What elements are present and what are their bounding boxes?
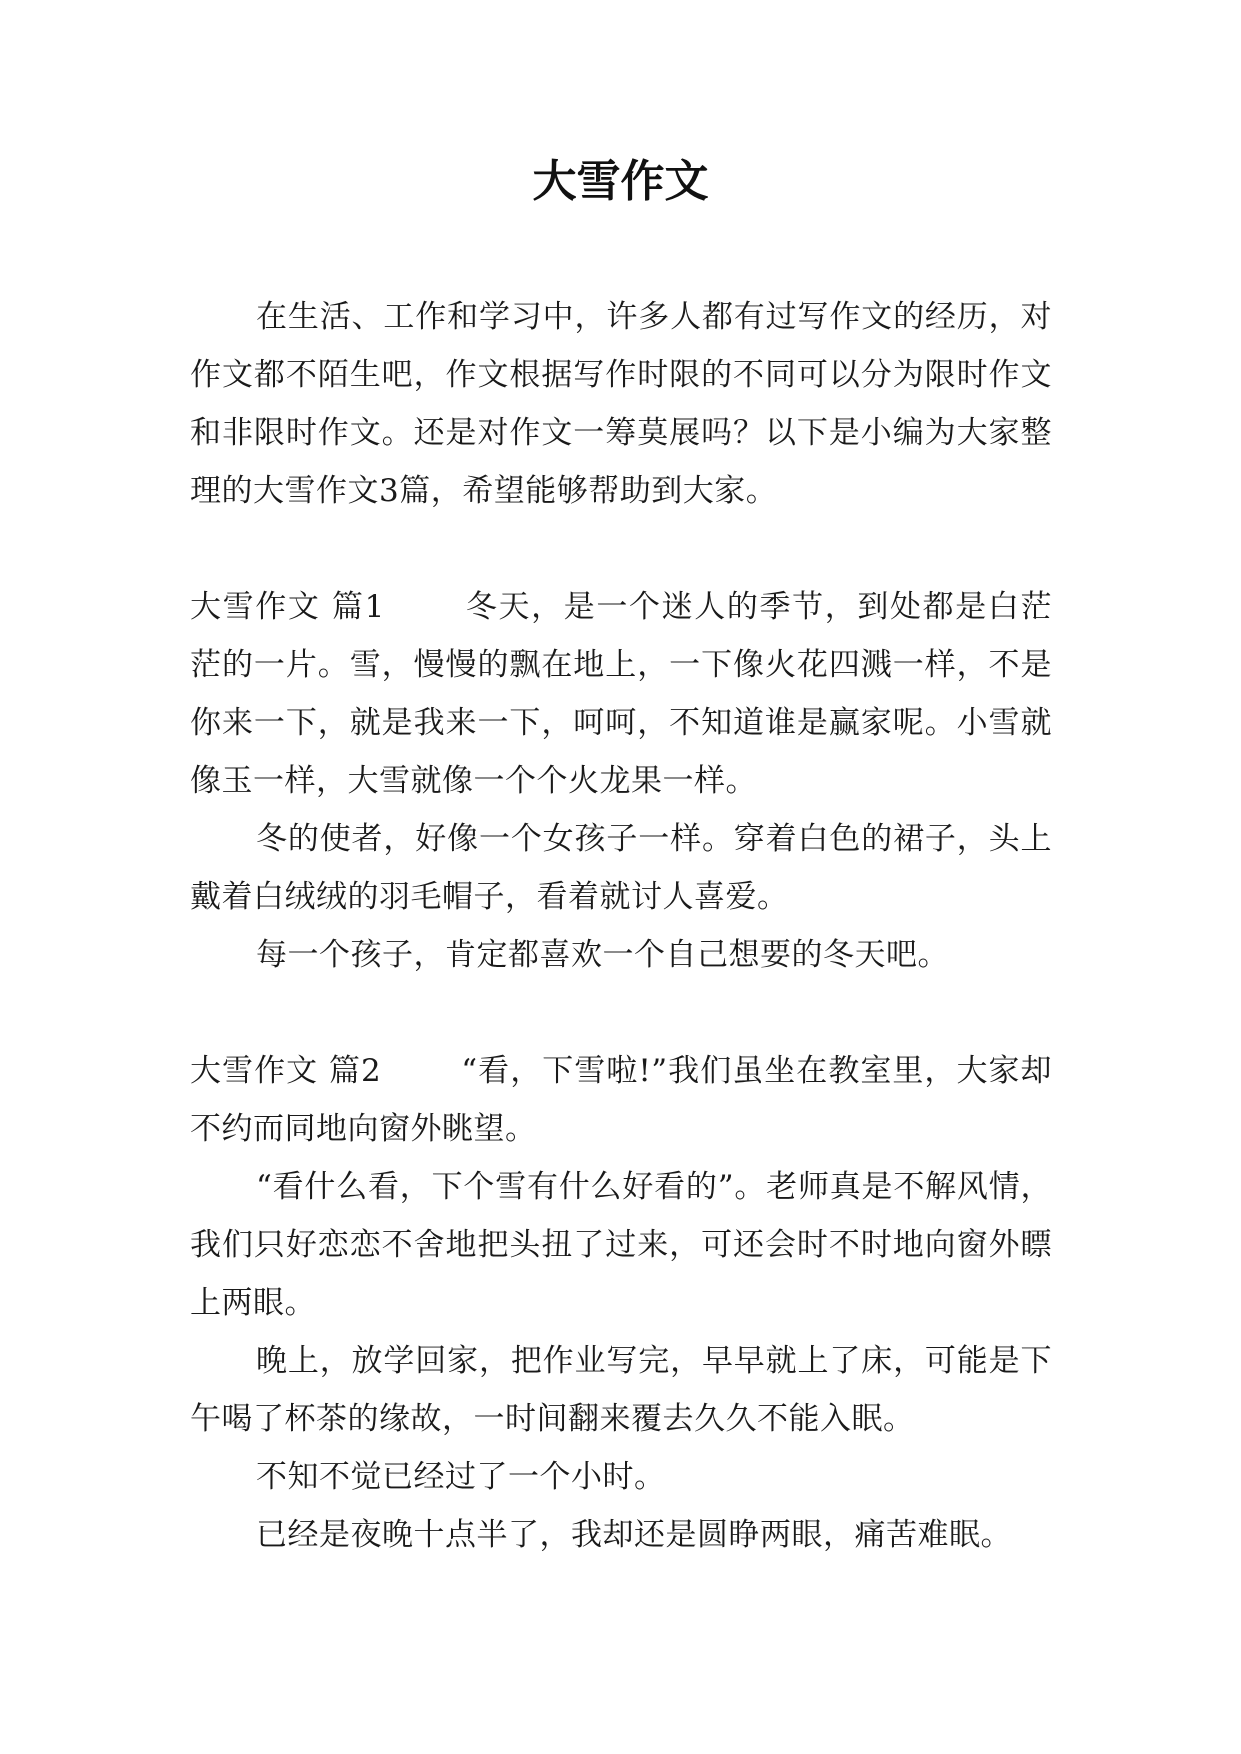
section-2-heading: 大雪作文 篇2 xyxy=(190,1053,382,1089)
section-1-lead: 冬天，是一个迷人的季节，到处都是白茫茫的一片。雪，慢慢的飘在地上，一下像火花四溅一样，不是你来一下，就是我来一下，呵呵，不知道谁是赢家呢。小雪就像玉一样，大雪就像一个个火龙果一样。 xyxy=(190,589,1053,799)
section-2-lead-paragraph xyxy=(190,1042,1052,1158)
document-body xyxy=(190,288,1052,1564)
section-2-lead: “看，下雪啦!”我们虽坐在教室里，大家却不约而同地向窗外眺望。 xyxy=(190,1053,1053,1147)
section-2-paragraph: 不知不觉已经过了一个小时。 xyxy=(256,1459,666,1495)
section-1-paragraph: 冬的使者，好像一个女孩子一样。穿着白色的裙子，头上戴着白绒绒的羽毛帽子，看着就讨人喜爱。 xyxy=(190,821,1052,915)
section-2-paragraph: “看什么看，下个雪有什么好看的”。老师真是不解风情，我们只好恋恋不舍地把头扭了过来，可还会时不时地向窗外瞟上两眼。 xyxy=(190,1169,1052,1321)
section-2-paragraph: 晚上，放学回家，把作业写完，早早就上了床，可能是下午喝了杯茶的缘故，一时间翻来覆去久久不能入眠。 xyxy=(190,1343,1052,1437)
intro-paragraph: 在生活、工作和学习中，许多人都有过写作文的经历，对作文都不陌生吧，作文根据写作时限的不同可以分为限时作文和非限时作文。还是对作文一筹莫展吗？以下是小编为大家整理的大雪作文3篇，希望能够帮助到大家。 xyxy=(190,299,1052,509)
section-2 xyxy=(190,1042,1052,1564)
section-1-paragraph: 每一个孩子，肯定都喜欢一个自己想要的冬天吧。 xyxy=(256,937,949,973)
section-1-heading: 大雪作文 篇1 xyxy=(190,589,385,625)
section-2-paragraph: 已经是夜晚十点半了，我却还是圆睁两眼，痛苦难眠。 xyxy=(256,1517,1012,1553)
section-1 xyxy=(190,578,1052,984)
document-title: 大雪作文 xyxy=(532,156,709,207)
section-1-lead-paragraph xyxy=(190,578,1052,810)
